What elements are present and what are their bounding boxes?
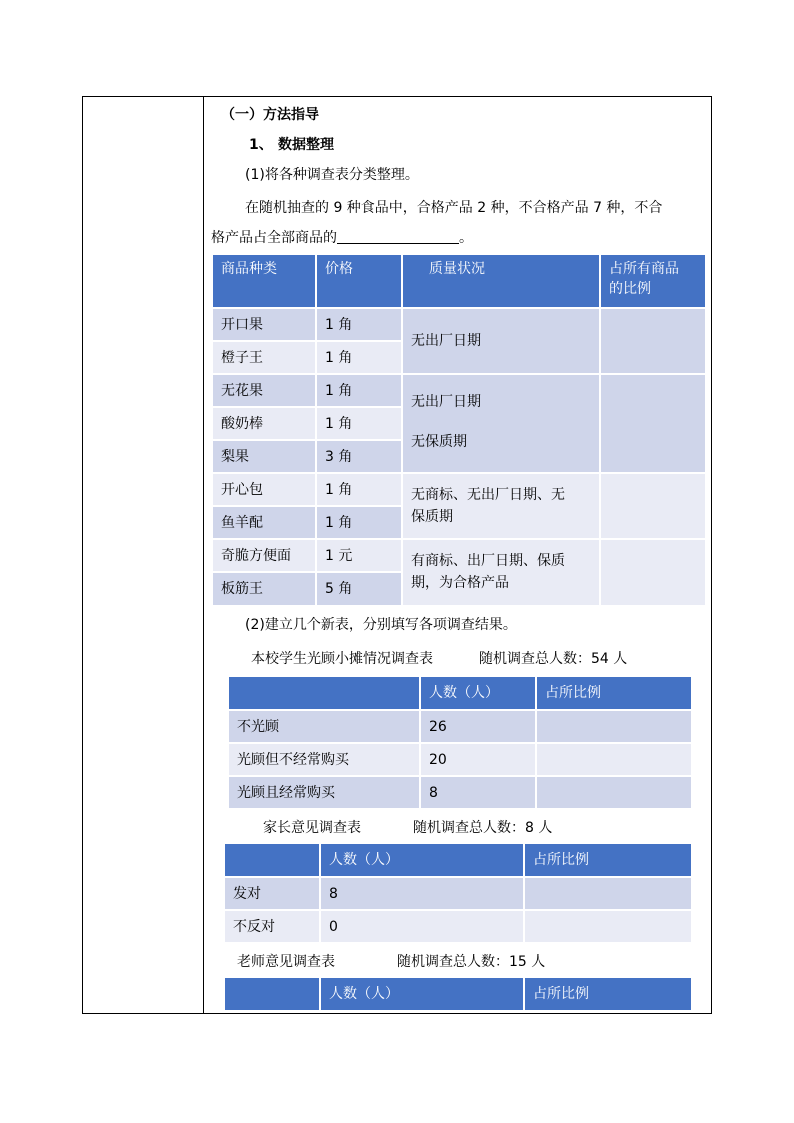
ratio-group-3[interactable] bbox=[601, 474, 705, 538]
ratio-group-4[interactable] bbox=[601, 540, 705, 605]
quality-group-1 bbox=[403, 309, 599, 373]
student-row-1-count: 26 bbox=[421, 711, 535, 742]
student-row-2-count: 20 bbox=[421, 744, 535, 775]
paragraph-line-1: 在随机抽查的 9 种食品中，合格产品 2 种，不合格产品 7 种，不合 bbox=[245, 200, 663, 216]
quality-group-2-line-1: 无出厂日期 bbox=[411, 394, 481, 410]
header-ratio bbox=[601, 255, 705, 307]
student-row-1-ratio[interactable] bbox=[537, 711, 691, 742]
goods-row-6-name: 开心包 bbox=[213, 474, 315, 505]
goods-row-5-name: 梨果 bbox=[213, 441, 315, 472]
goods-row-5-price: 3 角 bbox=[317, 441, 401, 472]
parent-row-1-count: 8 bbox=[321, 878, 523, 909]
teacher-table-caption: 老师意见调查表 bbox=[237, 954, 335, 970]
quality-group-2 bbox=[403, 375, 599, 472]
goods-row-8-name: 奇脆方便面 bbox=[213, 540, 315, 571]
student-row-3-ratio[interactable] bbox=[537, 777, 691, 808]
ratio-group-2[interactable] bbox=[601, 375, 705, 472]
quality-group-2-line-2: 无保质期 bbox=[411, 434, 467, 450]
subsection-title: 数据整理 bbox=[278, 137, 334, 153]
quality-group-4-line-1: 有商标、出厂日期、保质 bbox=[411, 553, 565, 569]
student-row-2-ratio[interactable] bbox=[537, 744, 691, 775]
goods-row-9-name: 板筋王 bbox=[213, 573, 315, 605]
goods-row-2-price: 1 角 bbox=[317, 342, 401, 373]
teacher-header-count: 人数（人） bbox=[321, 978, 523, 1010]
goods-row-1-name: 开口果 bbox=[213, 309, 315, 340]
paragraph-line-2 bbox=[211, 228, 473, 248]
section-title: （一）方法指导 bbox=[221, 107, 319, 123]
student-row-1-label: 不光顾 bbox=[229, 711, 419, 742]
parent-header-blank bbox=[225, 844, 319, 876]
student-header-ratio: 占所比例 bbox=[537, 677, 691, 709]
goods-row-3-name: 无花果 bbox=[213, 375, 315, 406]
parent-header-ratio: 占所比例 bbox=[525, 844, 691, 876]
quality-group-1-line-1: 无出厂日期 bbox=[411, 333, 481, 349]
goods-row-9-price: 5 角 bbox=[317, 573, 401, 605]
parent-header-count: 人数（人） bbox=[321, 844, 523, 876]
header-price: 价格 bbox=[317, 255, 401, 307]
header-quality: 质量状况 bbox=[403, 255, 599, 307]
answer-blank[interactable] bbox=[337, 229, 459, 244]
quality-group-3 bbox=[403, 474, 599, 538]
teacher-header-ratio: 占所比例 bbox=[525, 978, 691, 1010]
goods-row-7-price: 1 角 bbox=[317, 507, 401, 538]
parent-row-1-label: 发对 bbox=[225, 878, 319, 909]
parent-row-2-ratio[interactable] bbox=[525, 911, 691, 942]
student-header-blank bbox=[229, 677, 419, 709]
parent-table-total: 随机调查总人数：8 人 bbox=[413, 820, 553, 836]
quality-group-3-line-2: 保质期 bbox=[411, 509, 453, 525]
header-ratio-line-1: 占所有商品 bbox=[609, 261, 679, 277]
step-1-text: (1)将各种调查表分类整理。 bbox=[245, 167, 419, 183]
parent-row-2-count: 0 bbox=[321, 911, 523, 942]
parent-row-2-label: 不反对 bbox=[225, 911, 319, 942]
teacher-table-total: 随机调查总人数：15 人 bbox=[397, 954, 546, 970]
parent-row-1-ratio[interactable] bbox=[525, 878, 691, 909]
goods-row-7-name: 鱼羊配 bbox=[213, 507, 315, 538]
goods-row-2-name: 橙子王 bbox=[213, 342, 315, 373]
student-row-3-label: 光顾且经常购买 bbox=[229, 777, 419, 808]
goods-row-6-price: 1 角 bbox=[317, 474, 401, 505]
paragraph-line-2-suffix: 。 bbox=[459, 230, 473, 246]
goods-row-3-price: 1 角 bbox=[317, 375, 401, 406]
goods-row-4-name: 酸奶棒 bbox=[213, 408, 315, 439]
header-goods-type: 商品种类 bbox=[213, 255, 315, 307]
document-frame bbox=[82, 96, 712, 1014]
header-ratio-line-2: 的比例 bbox=[609, 281, 651, 297]
parent-table-caption: 家长意见调查表 bbox=[263, 820, 361, 836]
quality-group-4-line-2: 期，为合格产品 bbox=[411, 575, 509, 591]
student-row-2-label: 光顾但不经常购买 bbox=[229, 744, 419, 775]
student-table-total: 随机调查总人数：54 人 bbox=[479, 651, 628, 667]
ratio-group-1[interactable] bbox=[601, 309, 705, 373]
paragraph-line-2-prefix: 格产品占全部商品的 bbox=[211, 230, 337, 246]
subsection-number: 1、 bbox=[249, 137, 273, 153]
student-header-count: 人数（人） bbox=[421, 677, 535, 709]
quality-group-4 bbox=[403, 540, 599, 605]
goods-row-8-price: 1 元 bbox=[317, 540, 401, 571]
goods-row-1-price: 1 角 bbox=[317, 309, 401, 340]
quality-group-3-line-1: 无商标、无出厂日期、无 bbox=[411, 487, 565, 503]
goods-row-4-price: 1 角 bbox=[317, 408, 401, 439]
step-2-text: (2)建立几个新表，分别填写各项调查结果。 bbox=[245, 617, 517, 633]
student-row-3-count: 8 bbox=[421, 777, 535, 808]
column-divider bbox=[203, 97, 204, 1013]
student-table-caption: 本校学生光顾小摊情况调查表 bbox=[251, 651, 433, 667]
teacher-header-blank bbox=[225, 978, 319, 1010]
